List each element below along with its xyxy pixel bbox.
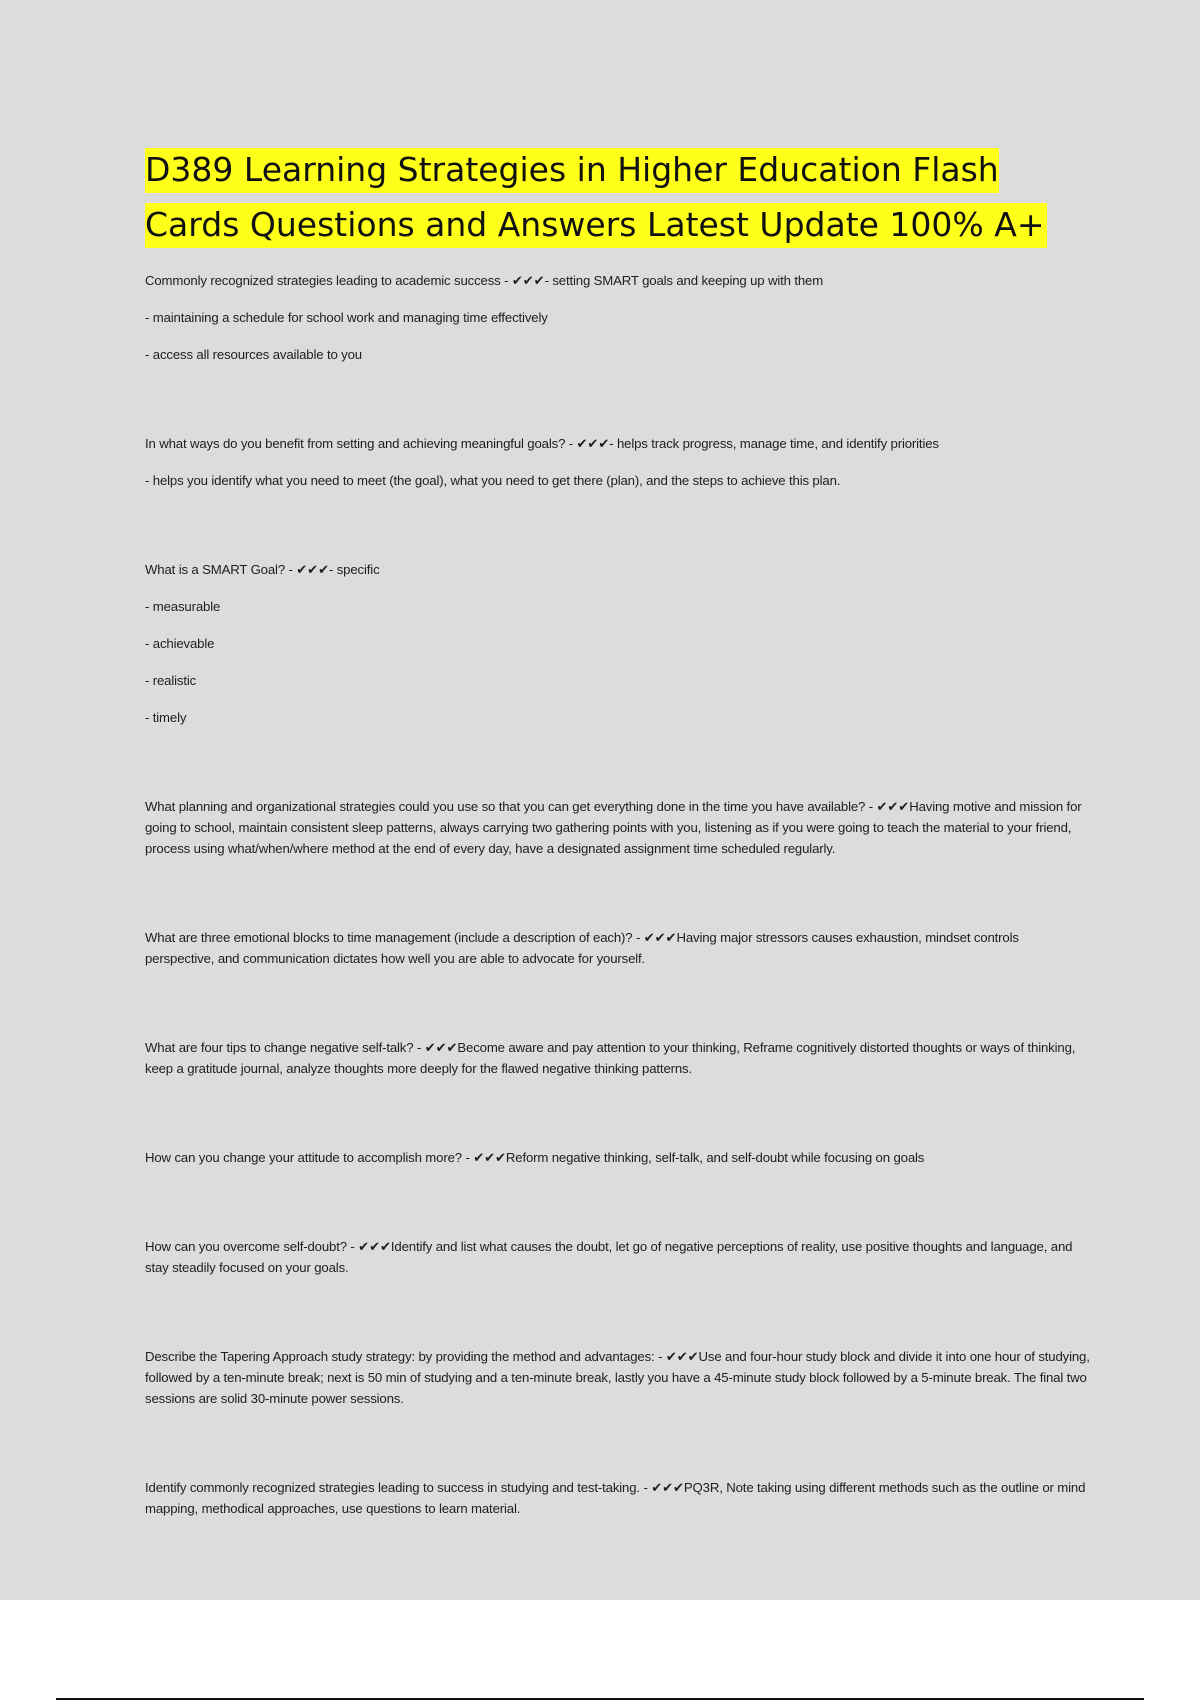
qa-line: What is a SMART Goal? - ✔✔✔- specific xyxy=(145,562,380,577)
qa-line: - achievable xyxy=(145,636,215,651)
qa-block-7 xyxy=(145,1147,1090,1168)
qa-paragraph: What planning and organizational strategies could you use so that you can get everything done in the time you have available? - ✔✔✔Having motive and mission for going to school, maintain consistent sleep patterns, always carrying two gathering points with you, listening as if you were going to teach the material to your friend, process using what/when/where method at the end of every day, have a designated assignment time scheduled regularly. xyxy=(145,799,1082,856)
qa-line: - maintaining a schedule for school work and managing time effectively xyxy=(145,310,548,325)
qa-block-1 xyxy=(145,270,1090,365)
qa-line: - measurable xyxy=(145,599,221,614)
qa-line: - access all resources available to you xyxy=(145,347,362,362)
document-content xyxy=(145,142,1090,1587)
qa-line: - timely xyxy=(145,710,187,725)
qa-block-8 xyxy=(145,1236,1090,1278)
qa-paragraph: What are three emotional blocks to time management (include a description of each)? - ✔✔✔Having major stressors causes exhaustion, mindset controls perspective, and communication dictates how well you are able to advocate for yourself. xyxy=(145,930,1019,966)
qa-block-5 xyxy=(145,927,1090,969)
qa-block-10 xyxy=(145,1477,1090,1519)
qa-line: Commonly recognized strategies leading to academic success - ✔✔✔- setting SMART goals and keeping up with them xyxy=(145,273,824,288)
qa-line: In what ways do you benefit from setting and achieving meaningful goals? - ✔✔✔- helps track progress, manage time, and identify priorities xyxy=(145,436,939,451)
qa-paragraph: Identify commonly recognized strategies leading to success in studying and test-taking. - ✔✔✔PQ3R, Note taking using different methods such as the outline or mind mapping, methodical approaches, use questions to learn material. xyxy=(145,1480,1086,1516)
qa-block-2 xyxy=(145,433,1090,491)
qa-paragraph: What are four tips to change negative self-talk? - ✔✔✔Become aware and pay attention to your thinking, Reframe cognitively distorted thoughts or ways of thinking, keep a gratitude journal, analyze thoughts more deeply for the flawed negative thinking patterns. xyxy=(145,1040,1076,1076)
qa-block-6 xyxy=(145,1037,1090,1079)
qa-block-9 xyxy=(145,1346,1090,1409)
qa-paragraph: How can you change your attitude to accomplish more? - ✔✔✔Reform negative thinking, self-talk, and self-doubt while focusing on goals xyxy=(145,1150,925,1165)
qa-paragraph: Describe the Tapering Approach study strategy: by providing the method and advantages: - ✔✔✔Use and four-hour study block and divide it into one hour of studying, followed by a ten-minute break; next is 50 min of studying and a ten-minute break, lastly you have a 45-minute study block followed by a 5-minute break. The final two sessions are solid 30-minute power sessions. xyxy=(145,1349,1090,1406)
document-title xyxy=(145,142,1090,252)
qa-line: - helps you identify what you need to meet (the goal), what you need to get there (plan), and the steps to achieve this plan. xyxy=(145,473,841,488)
qa-block-3 xyxy=(145,559,1090,728)
qa-block-4 xyxy=(145,796,1090,859)
qa-line: - realistic xyxy=(145,673,197,688)
qa-paragraph: How can you overcome self-doubt? - ✔✔✔Identify and list what causes the doubt, let go of negative perceptions of reality, use positive thoughts and language, and stay steadily focused on your goals. xyxy=(145,1239,1073,1275)
document-title-highlight: D389 Learning Strategies in Higher Education Flash Cards Questions and Answers Latest Update 100% A+ xyxy=(145,148,1047,248)
